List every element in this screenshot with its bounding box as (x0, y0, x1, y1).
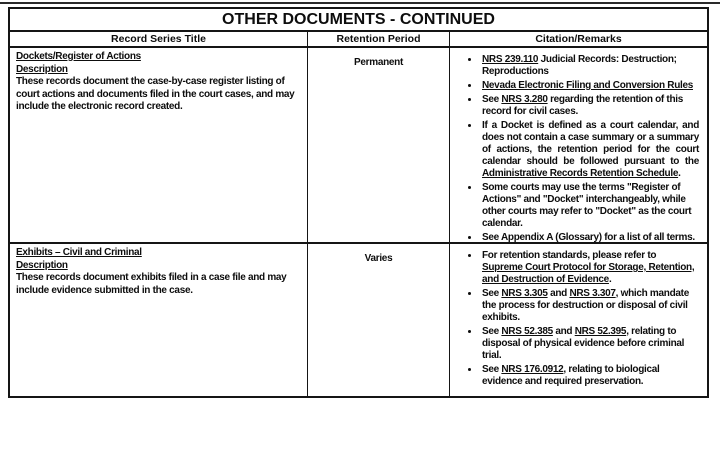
table-row-dockets (10, 48, 707, 244)
citation-text: See (482, 364, 502, 375)
citation-bullet (480, 326, 699, 362)
citation-text: and (547, 288, 570, 299)
citation-text: and (552, 326, 575, 337)
table-row-exhibits (10, 244, 707, 396)
legal-reference: NRS 239.110 (482, 54, 539, 65)
citation-bullet (480, 54, 699, 78)
legal-reference: Supreme Court Protocol for Storage, Retention, and Destruction of Evidence (482, 262, 695, 285)
description-text: These records document exhibits filed in a case file and may include evidence submitted in the case. (16, 272, 287, 296)
record-series-cell (10, 48, 308, 242)
citation-text: For retention standards, please refer to (482, 250, 657, 261)
citation-text: Some courts may use the terms "Register of Actions" and "Docket" interchangeably, while other courts may refer to "Docket" as the court calendar. (482, 182, 692, 229)
citations-list (450, 54, 699, 242)
legal-reference: NRS 52.395 (574, 326, 627, 337)
record-series-title: Dockets/Register of Actions (16, 51, 141, 62)
citation-text: If a Docket is defined as a court calendar, and does not contain a case summary or a summary of actions, the retention period for the court calendar should be followed pursuant to the (482, 120, 699, 167)
citation-bullet (480, 250, 699, 286)
legal-reference: NRS 3.307 (569, 288, 616, 299)
citation-bullet (480, 120, 699, 180)
citation-bullet (480, 288, 699, 324)
citation-text: , which mandate the process for destruction or disposal of civil exhibits. (482, 288, 689, 323)
retention-period-cell: Varies (308, 244, 450, 396)
citation-bullet (480, 232, 699, 242)
citation-text: See (482, 288, 502, 299)
citation-text: , relating to biological evidence and required preservation. (482, 364, 660, 387)
citation-bullet (480, 364, 699, 388)
column-header-row (10, 32, 707, 48)
legal-reference: NRS 3.280 (501, 94, 548, 105)
citation-text: See Appendix A (Glossary) for a list of all terms. (482, 232, 695, 242)
citation-text: Judicial Records: Destruction; Reproductions (482, 54, 677, 77)
legal-reference: Administrative Records Retention Schedule (482, 168, 679, 179)
retention-period-cell: Permanent (308, 48, 450, 242)
page-top-scan-line (0, 2, 720, 4)
record-series-cell (10, 244, 308, 396)
record-series-title: Exhibits – Civil and Criminal (16, 247, 142, 258)
column-header-citation-remarks: Citation/Remarks (535, 33, 622, 45)
column-header-retention-period: Retention Period (308, 32, 450, 46)
description-label: Description (16, 259, 68, 271)
citation-remarks-cell (450, 48, 707, 242)
citation-remarks-cell (450, 244, 707, 396)
citation-text: See (482, 326, 502, 337)
citation-text: . (608, 274, 612, 285)
citation-text: See (482, 94, 502, 105)
citation-bullet (480, 80, 699, 92)
records-retention-table (8, 7, 709, 398)
citation-text: , relating to disposal of physical evidence before criminal trial. (482, 326, 685, 361)
legal-reference: NRS 52.385 (501, 326, 553, 337)
citation-text: . (678, 168, 681, 179)
citations-list (450, 250, 699, 388)
citation-bullet (480, 94, 699, 118)
citation-text: regarding the retention of this record for civil cases. (482, 94, 683, 117)
citation-bullet (480, 182, 699, 230)
description-label: Description (16, 63, 68, 75)
table-title: OTHER DOCUMENTS - CONTINUED (10, 9, 707, 32)
legal-reference: NRS 3.305 (501, 288, 548, 299)
legal-reference: NRS 176.0912 (501, 364, 564, 375)
description-text: These records document the case-by-case register listing of court actions and documents filed in the court cases, and may include the electronic record created. (16, 76, 295, 112)
legal-reference: Nevada Electronic Filing and Conversion Rules (482, 80, 693, 91)
column-header-record-series-title: Record Series Title (10, 32, 308, 46)
